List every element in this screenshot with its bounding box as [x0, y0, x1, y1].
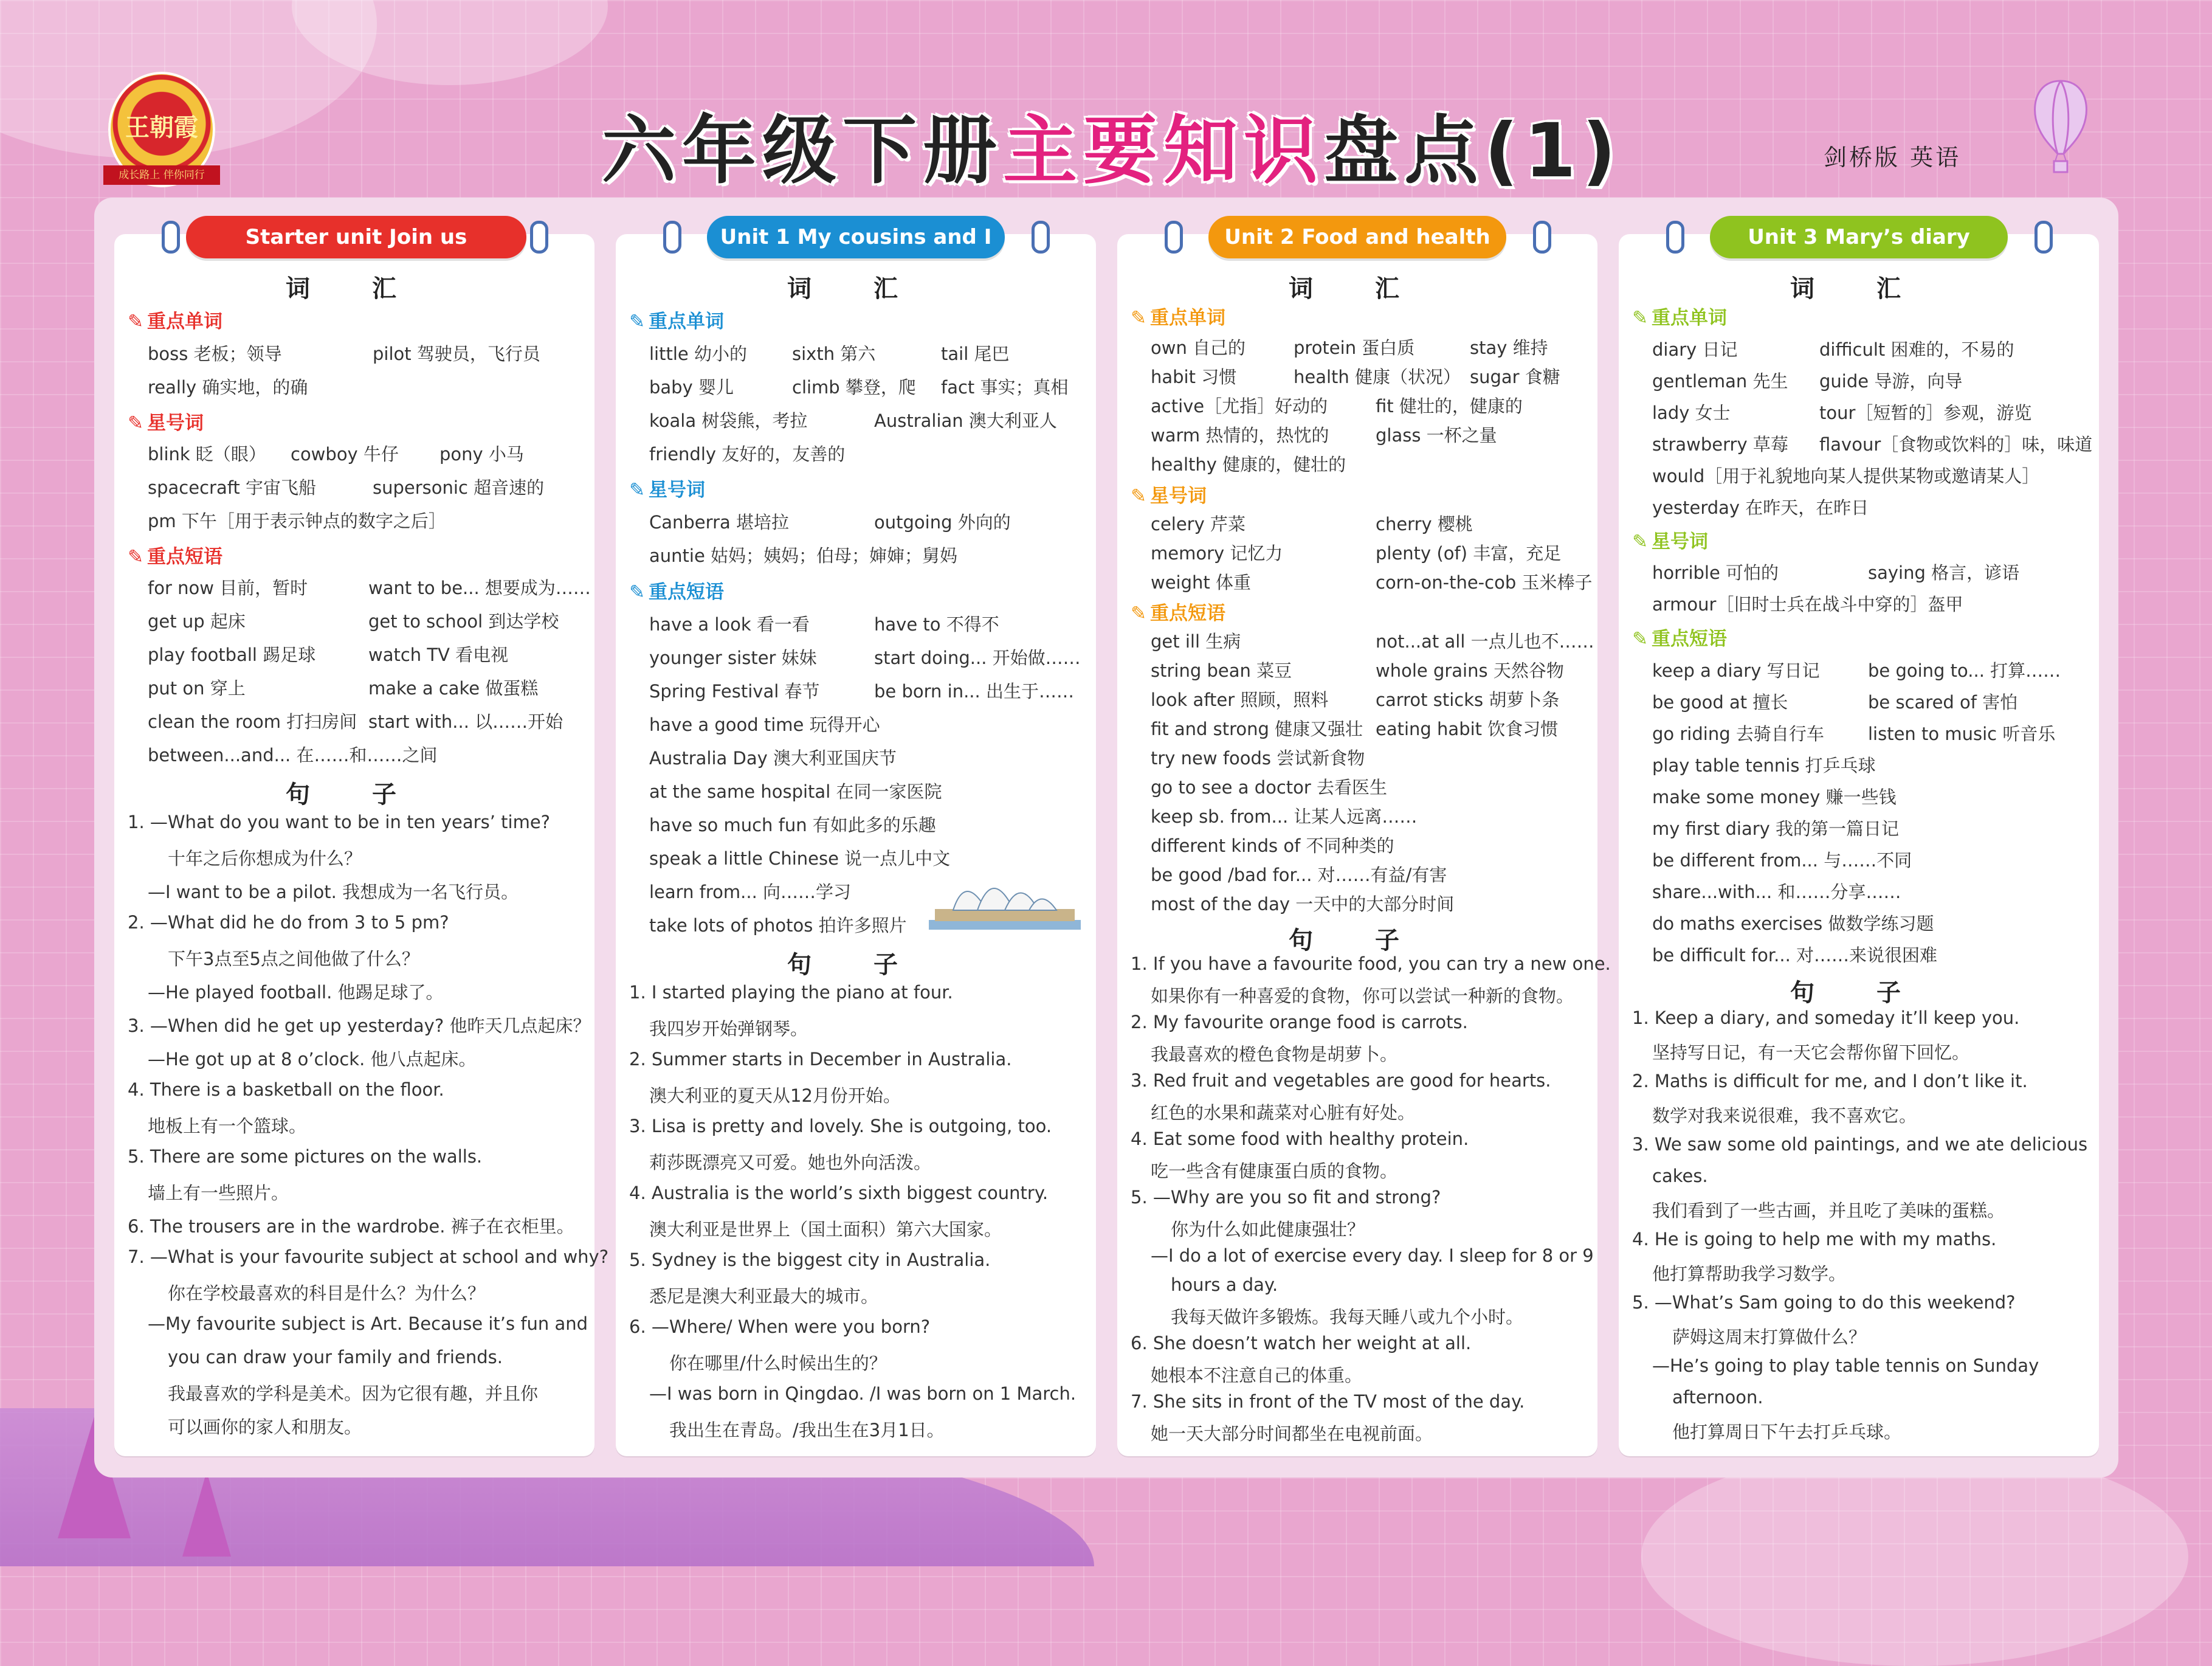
sentence-line: 数学对我来说很难，我不喜欢它。 [1652, 1105, 1917, 1126]
sentence-line: 6. The trousers are in the wardrobe. 裤子在衣柜里。 [128, 1216, 574, 1237]
sentence-line: 2. —What did he do from 3 to 5 pm? [128, 912, 449, 933]
star-word: cowboy 牛仔 [291, 444, 399, 465]
title-highlight: 主要知识 [1003, 108, 1324, 194]
section-heading-sentences: 句 子 [1289, 927, 1426, 955]
pen-icon: ✎ [1632, 307, 1648, 329]
phrase: be going to... 打算…… [1868, 660, 2061, 681]
sentence-line: 5. Sydney is the biggest city in Australia. [629, 1250, 991, 1270]
sentence-line: 1. If you have a favourite food, you can try a new one. [1131, 953, 1611, 974]
subheading-text: 重点短语 [1651, 628, 1727, 650]
star-word: pm 下午［用于表示钟点的数字之后］ [148, 511, 446, 531]
phrase: Spring Festival 春节 [649, 681, 820, 702]
opera-house-icon [929, 866, 1081, 933]
sentence-line: 坚持写日记，有一天它会帮你留下回忆。 [1652, 1042, 1970, 1063]
pen-icon: ✎ [629, 581, 645, 603]
subheading-text: 星号词 [146, 412, 204, 434]
sentence-line: 我最喜欢的学科是美术。因为它很有趣，并且你 [168, 1383, 539, 1404]
sentence-line: —I was born in Qingdao. /I was born on 1 March. [649, 1383, 1077, 1404]
phrase: make some money 赚一些钱 [1652, 787, 1897, 807]
key-word: habit 习惯 [1151, 367, 1237, 387]
star-word: celery 芹菜 [1151, 514, 1246, 534]
subheading-key-words [1131, 302, 1225, 330]
ring-icon [663, 221, 681, 254]
sentence-line: 7. She sits in front of the TV most of the day. [1131, 1391, 1525, 1412]
key-word: Australian 澳大利亚人 [874, 410, 1057, 431]
key-word: health 健康（状况） [1294, 367, 1461, 387]
phrase: start doing... 开始做…… [874, 648, 1081, 668]
sentence-line: —My favourite subject is Art. Because it’s fun and [148, 1313, 588, 1334]
key-word: lady 女士 [1652, 403, 1731, 423]
subheading-text: 重点短语 [1149, 603, 1225, 624]
key-word: guide 导游，向导 [1819, 371, 1963, 392]
key-word: warm 热情的，热忱的 [1151, 425, 1329, 446]
unit-card-starter [114, 225, 609, 1456]
ring-icon [162, 221, 180, 254]
subheading-key-words [629, 306, 724, 333]
phrase: carrot sticks 胡萝卜条 [1376, 690, 1560, 710]
phrase: want to be... 想要成为…… [368, 578, 591, 598]
phrase: keep sb. from... 让某人远离…… [1151, 806, 1418, 827]
key-word: little 幼小的 [649, 344, 747, 364]
sentence-line: cakes. [1652, 1166, 1708, 1186]
phrase: make a cake 做蛋糕 [368, 678, 539, 699]
sentence-line: 7. —What is your favourite subject at school and why? [128, 1246, 609, 1267]
sentence-line: 5. —Why are you so fit and strong? [1131, 1187, 1441, 1208]
subheading-key-words [1632, 302, 1727, 330]
unit-card-unit3 [1619, 225, 2099, 1456]
star-word: saying 格言，谚语 [1868, 562, 2020, 583]
key-word: healthy 健康的，健壮的 [1151, 454, 1346, 475]
key-word: yesterday 在昨天，在昨日 [1652, 497, 1869, 518]
subheading-phrases [128, 541, 222, 569]
pen-icon: ✎ [1131, 485, 1146, 507]
phrase: whole grains 天然谷物 [1376, 660, 1564, 681]
unit-card-unit2 [1117, 225, 1611, 1456]
section-heading-vocabulary: 词 汇 [286, 275, 423, 303]
phrase: between...and... 在……和……之间 [148, 745, 438, 766]
phrase: learn from... 向……学习 [649, 882, 852, 902]
phrase: have to 不得不 [874, 614, 999, 635]
sentence-line: 1. I started playing the piano at four. [629, 982, 953, 1003]
key-word: gentleman 先生 [1652, 371, 1788, 392]
phrase: younger sister 妹妹 [649, 648, 817, 668]
title-pre: 六年级下册 [602, 108, 1003, 194]
key-word: climb 攀登，爬 [792, 377, 916, 398]
phrase: get up 起床 [148, 611, 246, 632]
sentence-line: 2. Summer starts in December in Australia. [629, 1049, 1012, 1070]
key-word: friendly 友好的，友善的 [649, 444, 846, 465]
sentence-line: 他打算帮助我学习数学。 [1652, 1263, 1847, 1284]
sentence-line: 澳大利亚是世界上（国土面积）第六大国家。 [649, 1219, 1002, 1240]
sentence-line: 澳大利亚的夏天从12月份开始。 [649, 1085, 901, 1106]
phrase: not...at all 一点儿也不…… [1376, 631, 1594, 652]
sentence-line: 我四岁开始弹钢琴。 [649, 1018, 808, 1039]
phrase: go to see a doctor 去看医生 [1151, 777, 1388, 798]
phrase: be difficult for... 对……来说很困难 [1652, 945, 1938, 966]
subheading-text: 重点单词 [1651, 307, 1727, 329]
sentence-line: 3. Red fruit and vegetables are good for hearts. [1131, 1070, 1551, 1091]
phrase: my first diary 我的第一篇日记 [1652, 818, 1900, 839]
phrase: get to school 到达学校 [368, 611, 559, 632]
unit-card-unit1 [616, 225, 1096, 1456]
subheading-phrases [629, 576, 724, 604]
section-heading-sentences: 句 子 [787, 951, 925, 979]
sentence-line: —He got up at 8 o’clock. 他八点起床。 [148, 1049, 477, 1070]
phrase: clean the room 打扫房间 [148, 711, 357, 732]
key-word: sixth 第六 [792, 344, 876, 364]
subheading-star-words [1632, 526, 1708, 553]
key-word: pilot 驾驶员，飞行员 [373, 344, 540, 364]
subheading-phrases [1632, 623, 1727, 651]
section-heading-vocabulary: 词 汇 [787, 275, 925, 303]
sentence-line: afternoon. [1672, 1387, 1763, 1408]
sentence-line: 如果你有一种喜爱的食物，你可以尝试一种新的食物。 [1151, 986, 1574, 1006]
star-word: supersonic 超音速的 [373, 477, 545, 498]
ring-icon [1666, 221, 1684, 254]
subheading-text: 星号词 [1149, 485, 1207, 507]
phrase: share...with... 和……分享…… [1652, 882, 1901, 902]
sentence-line: 我出生在青岛。/我出生在3月1日。 [669, 1420, 945, 1440]
star-word: horrible 可怕的 [1652, 562, 1779, 583]
star-word: auntie 姑妈；姨妈；伯母；婶婶；舅妈 [649, 545, 958, 566]
sentence-line: 4. Eat some food with healthy protein. [1131, 1129, 1469, 1149]
tree-icon [182, 1471, 231, 1557]
sentence-line: 吃一些含有健康蛋白质的食物。 [1151, 1161, 1398, 1181]
key-word: koala 树袋熊，考拉 [649, 410, 808, 431]
key-word: tour［短暂的］参观，游览 [1819, 403, 2032, 423]
pen-icon: ✎ [128, 412, 143, 434]
key-word: fit 健壮的，健康的 [1376, 396, 1523, 417]
star-word: blink 眨（眼） [148, 444, 266, 465]
phrase: do maths exercises 做数学练习题 [1652, 913, 1934, 934]
sentence-line: 她一天大部分时间都坐在电视前面。 [1151, 1423, 1433, 1444]
phrase: Australia Day 澳大利亚国庆节 [649, 748, 897, 769]
star-word: corn-on-the-cob 玉米棒子 [1376, 572, 1593, 593]
title-post: 盘点(1) [1324, 108, 1622, 194]
subheading-text: 重点单词 [1149, 307, 1225, 329]
ring-icon [1533, 221, 1551, 254]
phrase: be good at 擅长 [1652, 692, 1788, 713]
sentence-line: 4. There is a basketball on the floor. [128, 1079, 444, 1100]
sentence-line: —He’s going to play table tennis on Sunday [1652, 1355, 2039, 1376]
subheading-text: 星号词 [1651, 531, 1708, 553]
phrase: be born in... 出生于…… [874, 681, 1074, 702]
key-word: boss 老板；领导 [148, 344, 282, 364]
key-word: flavour［食物或饮料的］味，味道 [1819, 434, 2093, 455]
key-word: stay 维持 [1470, 337, 1548, 358]
phrase: for now 目前，暂时 [148, 578, 308, 598]
phrase: play table tennis 打乒乓球 [1652, 755, 1876, 776]
phrase: different kinds of 不同种类的 [1151, 835, 1394, 856]
subheading-star-words [1131, 480, 1207, 508]
ring-icon [530, 221, 548, 254]
sentence-line: 你在哪里/什么时候出生的？ [669, 1353, 887, 1374]
key-word: protein 蛋白质 [1294, 337, 1415, 358]
phrase: try new foods 尝试新食物 [1151, 748, 1365, 769]
subheading-phrases [1131, 598, 1225, 625]
pen-icon: ✎ [1131, 603, 1146, 624]
sentence-line: 3. Lisa is pretty and lovely. She is outgoing, too. [629, 1116, 1052, 1136]
phrase: keep a diary 写日记 [1652, 660, 1820, 681]
subheading-text: 星号词 [648, 479, 705, 501]
sentence-line: you can draw your family and friends. [168, 1347, 503, 1367]
section-heading-sentences: 句 子 [1790, 979, 1928, 1007]
background-cloud [1641, 1447, 2188, 1666]
phrase: most of the day 一天中的大部分时间 [1151, 894, 1455, 914]
key-word: own 自己的 [1151, 337, 1246, 358]
sentence-line: 3. We saw some old paintings, and we ate delicious [1632, 1134, 2088, 1155]
phrase: start with... 以……开始 [368, 711, 563, 732]
section-heading-sentences: 句 子 [286, 781, 423, 809]
phrase: go riding 去骑自行车 [1652, 724, 1824, 744]
unit-title: Unit 1 My cousins and I [707, 216, 1005, 258]
star-word: memory 记忆力 [1151, 543, 1283, 564]
subheading-key-words [128, 306, 222, 333]
pen-icon: ✎ [1632, 628, 1648, 650]
sentence-line: 下午3点至5点之间他做了什么？ [168, 949, 419, 969]
phrase: take lots of photos 拍许多照片 [649, 915, 907, 936]
subheading-text: 重点单词 [648, 311, 724, 333]
key-word: sugar 食糖 [1470, 367, 1560, 387]
phrase: speak a little Chinese 说一点儿中文 [649, 848, 951, 869]
phrase: fit and strong 健康又强壮 [1151, 719, 1363, 739]
key-word: strawberry 草莓 [1652, 434, 1788, 455]
unit-title: Unit 2 Food and health [1208, 216, 1506, 258]
sentence-line: 1. Keep a diary, and someday it’ll keep you. [1632, 1008, 2020, 1028]
sentence-line: hours a day. [1171, 1274, 1278, 1295]
phrase: play football 踢足球 [148, 645, 316, 665]
sentence-line: 墙上有一些照片。 [148, 1183, 289, 1203]
key-word: baby 婴儿 [649, 377, 734, 398]
sentence-line: 悉尼是澳大利亚最大的城市。 [649, 1286, 879, 1307]
publisher-logo [108, 72, 215, 187]
sentence-line: 萨姆这周末打算做什么？ [1672, 1327, 1867, 1347]
phrase: be scared of 害怕 [1868, 692, 2018, 713]
pen-icon: ✎ [629, 479, 645, 501]
phrase: eating habit 饮食习惯 [1376, 719, 1559, 739]
logo-ribbon: 成长路上 伴你同行 [103, 165, 220, 185]
phrase: have a good time 玩得开心 [649, 714, 880, 735]
sentence-line: 5. —What’s Sam going to do this weekend? [1632, 1292, 2016, 1313]
pen-icon: ✎ [128, 546, 143, 568]
key-word: diary 日记 [1652, 339, 1738, 360]
ring-icon [1165, 221, 1183, 254]
edition-label: 剑桥版 英语 [1824, 144, 1962, 171]
sentence-line: 地板上有一个篮球。 [148, 1116, 307, 1136]
section-heading-vocabulary: 词 汇 [1790, 275, 1928, 303]
sentence-line: 你在学校最喜欢的科目是什么？为什么？ [168, 1283, 486, 1304]
star-word: outgoing 外向的 [874, 512, 1011, 533]
sentence-line: 我最喜欢的橙色食物是胡萝卜。 [1151, 1044, 1398, 1065]
star-word: pony 小马 [439, 444, 524, 465]
sentence-line: 十年之后你想成为什么？ [168, 848, 362, 869]
page-title [602, 91, 1622, 198]
ring-icon [2035, 221, 2053, 254]
sentence-line: 4. Australia is the world’s sixth biggest country. [629, 1183, 1049, 1203]
sentence-line: 可以画你的家人和朋友。 [168, 1417, 362, 1437]
subheading-text: 重点短语 [146, 546, 222, 568]
star-word: plenty (of) 丰富，充足 [1376, 543, 1562, 564]
sentence-line: 6. She doesn’t watch her weight at all. [1131, 1333, 1472, 1353]
phrase: look after 照顾，照料 [1151, 690, 1329, 710]
sentence-line: 3. —When did he get up yesterday? 他昨天几点起床？ [128, 1015, 591, 1036]
phrase: string bean 菜豆 [1151, 660, 1292, 681]
phrase: be good /bad for... 对……有益/有害 [1151, 865, 1447, 885]
phrase: at the same hospital 在同一家医院 [649, 781, 942, 802]
key-word: really 确实地，的确 [148, 377, 308, 398]
sentence-line: 2. My favourite orange food is carrots. [1131, 1012, 1468, 1032]
sentence-line: 她根本不注意自己的体重。 [1151, 1365, 1363, 1386]
key-word: difficult 困难的，不易的 [1819, 339, 2014, 360]
sentence-line: 莉莎既漂亮又可爱。她也外向活泼。 [649, 1152, 932, 1173]
subheading-text: 重点单词 [146, 311, 222, 333]
sentence-line: 我们看到了一些古画，并且吃了美味的蛋糕。 [1652, 1200, 2005, 1221]
subheading-star-words [629, 474, 705, 502]
key-word: active［尤指］好动的 [1151, 396, 1328, 417]
subheading-text: 重点短语 [648, 581, 724, 603]
phrase: have so much fun 有如此多的乐趣 [649, 815, 936, 835]
subheading-star-words [128, 407, 204, 435]
phrase: put on 穿上 [148, 678, 246, 699]
sentence-line: 你为什么如此健康强壮？ [1171, 1219, 1365, 1240]
pen-icon: ✎ [629, 311, 645, 333]
sentence-line: 1. —What do you want to be in ten years’ time? [128, 812, 551, 832]
pen-icon: ✎ [1131, 307, 1146, 329]
sentence-line: 5. There are some pictures on the walls. [128, 1146, 483, 1167]
star-word: Canberra 堪培拉 [649, 512, 789, 533]
key-word: would［用于礼貌地向某人提供某物或邀请某人］ [1652, 466, 2040, 486]
sentence-line: 红色的水果和蔬菜对心脏有好处。 [1151, 1102, 1416, 1123]
sentence-line: —I do a lot of exercise every day. I sleep for 8 or 9 [1151, 1245, 1594, 1266]
key-word: glass 一杯之量 [1376, 425, 1497, 446]
balloon-icon [2027, 76, 2094, 179]
phrase: have a look 看一看 [649, 614, 810, 635]
sentence-line: —I want to be a pilot. 我想成为一名飞行员。 [148, 882, 519, 902]
phrase: watch TV 看电视 [368, 645, 509, 665]
sentence-line: 6. —Where/ When were you born? [629, 1316, 931, 1337]
key-word: tail 尾巴 [941, 344, 1010, 364]
key-word: fact 事实；真相 [941, 377, 1069, 398]
star-word: spacecraft 宇宙飞船 [148, 477, 317, 498]
star-word: cherry 樱桃 [1376, 514, 1473, 534]
sentence-line: 他打算周日下午去打乒乓球。 [1672, 1422, 1902, 1442]
pen-icon: ✎ [1632, 531, 1648, 553]
sentence-line: 2. Maths is difficult for me, and I don’t like it. [1632, 1071, 2028, 1091]
ring-icon [1032, 221, 1050, 254]
unit-title: Unit 3 Mary’s diary [1710, 216, 2008, 258]
phrase: get ill 生病 [1151, 631, 1241, 652]
unit-title: Starter unit Join us [186, 216, 526, 258]
section-heading-vocabulary: 词 汇 [1289, 275, 1426, 303]
pen-icon: ✎ [128, 311, 143, 333]
phrase: be different from... 与……不同 [1652, 850, 1912, 871]
phrase: listen to music 听音乐 [1868, 724, 2056, 744]
star-word: armour［旧时士兵在战斗中穿的］盔甲 [1652, 594, 1963, 615]
star-word: weight 体重 [1151, 572, 1251, 593]
sentence-line: —He played football. 他踢足球了。 [148, 982, 444, 1003]
logo-text: 王朝霞 [125, 113, 198, 142]
sentence-line: 4. He is going to help me with my maths. [1632, 1229, 1997, 1250]
sentence-line: 我每天做许多锻炼。我每天睡八或九个小时。 [1171, 1307, 1524, 1327]
